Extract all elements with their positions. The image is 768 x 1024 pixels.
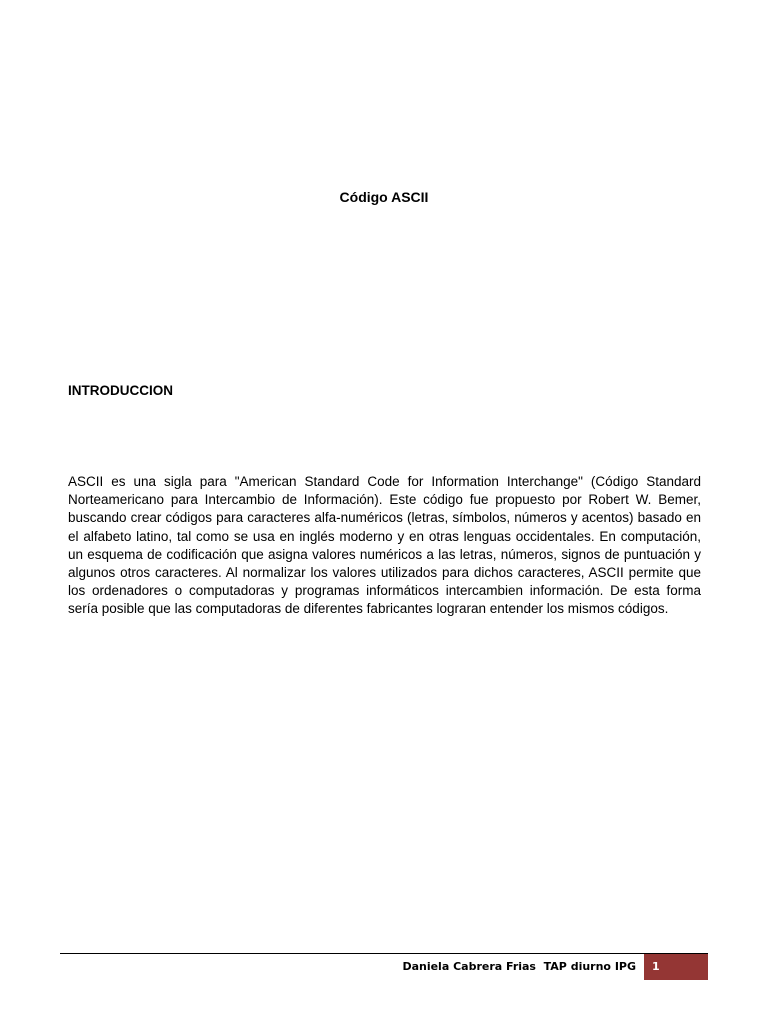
body-paragraph: ASCII es una sigla para "American Standard Code for Information Interchange" (Código Standard Norteamericano para Intercambio de Información). Este código fue propuesto por Robert W. Bemer, buscando crear códigos para caracteres alfa-numéricos (letras, símbolos, números y acentos) basado en el alfabeto latino, tal como se usa en inglés moderno y en otras lenguas occidentales. En computación, un esquema de codificación que asigna valores numéricos a las letras, números, signos de puntuación y algunos otros caracteres. Al normalizar los valores utilizados para dichos caracteres, ASCII permite que los ordenadores o computadoras y programas informáticos intercambien información. De esta forma sería posible que las computadoras de diferentes fabricantes lograran entender los mismos códigos. [68,474,701,617]
page-number-badge [644,954,708,980]
footer-author-text: Daniela Cabrera Frias TAP diurno IPG [402,960,636,973]
document-title: Código ASCII [339,189,429,205]
page-number: 1 [652,960,660,973]
section-heading: INTRODUCCION [68,383,173,398]
footer-divider [60,953,708,954]
